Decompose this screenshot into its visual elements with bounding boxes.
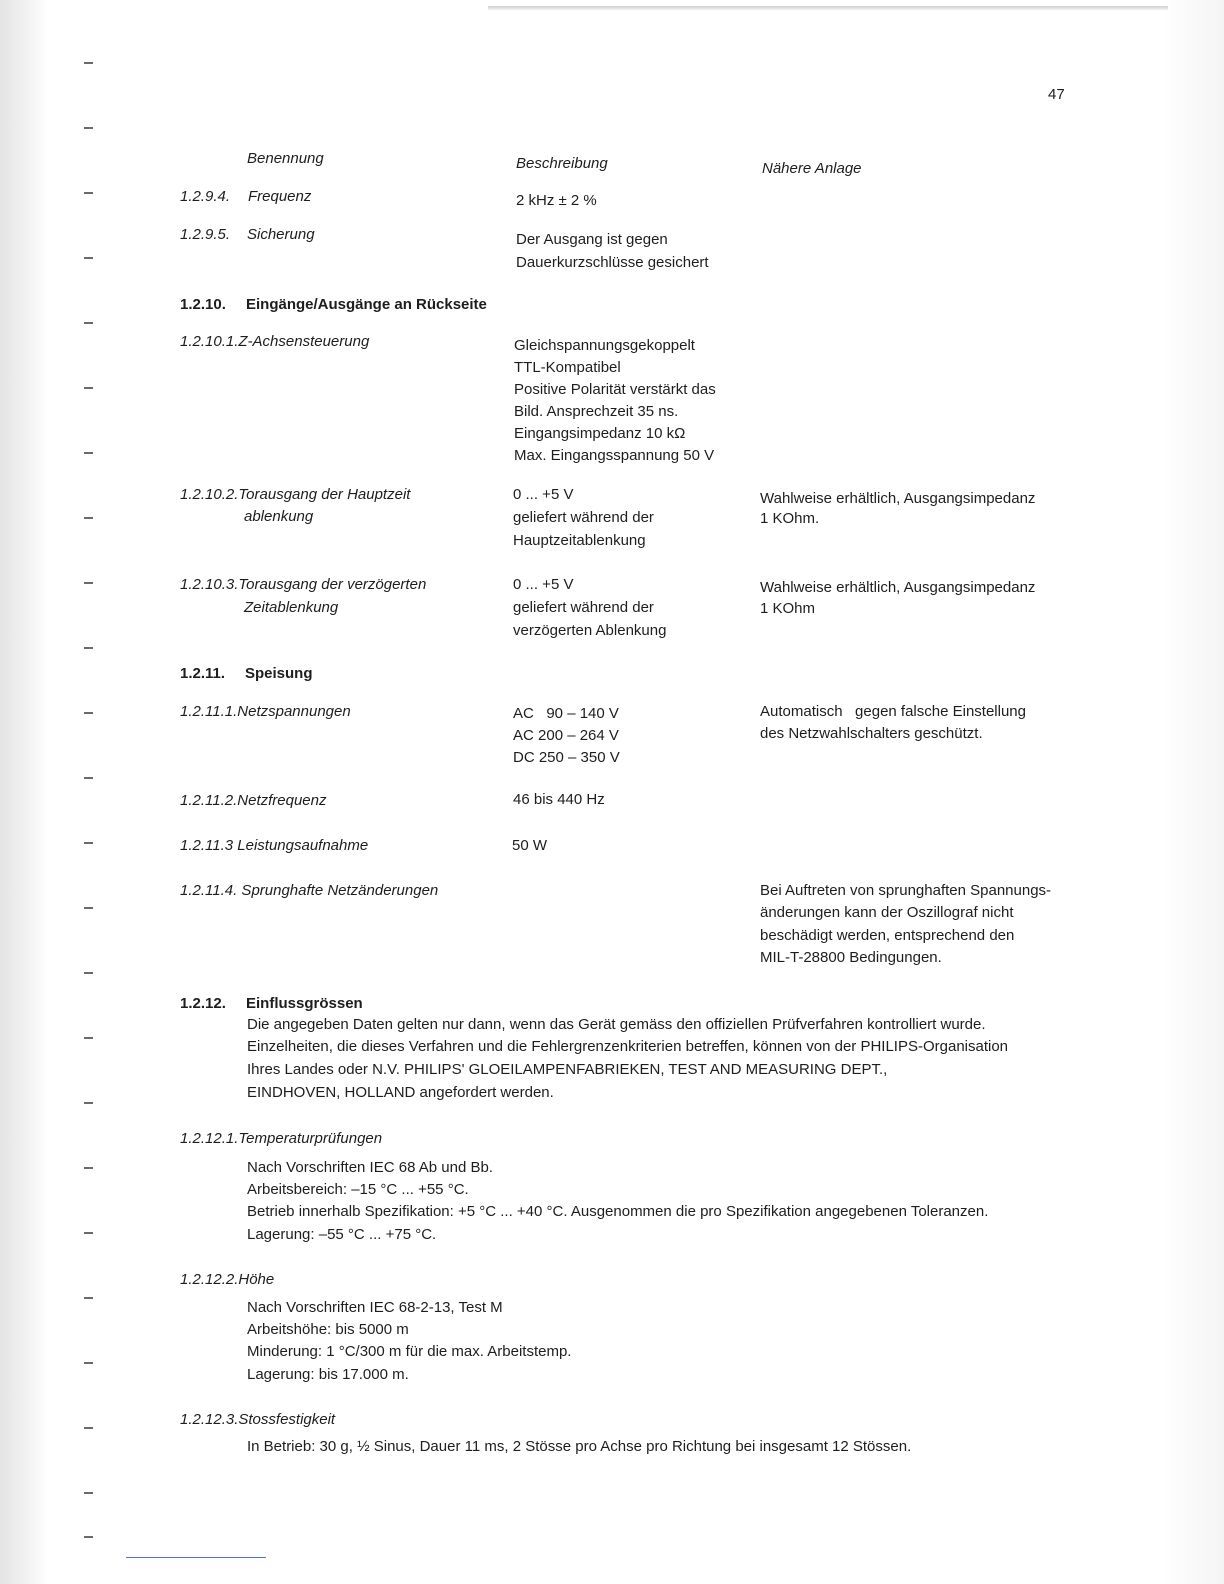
item-label: 1.2.11.4. Sprunghafte Netzänderungen <box>180 882 439 899</box>
item-description: 50 W <box>512 837 548 854</box>
binding-hole-mark <box>84 1167 93 1169</box>
paragraph-line: Lagerung: –55 °C ... +75 °C. <box>247 1226 437 1243</box>
binding-hole-mark <box>84 1037 93 1039</box>
binding-hole-mark <box>84 1492 93 1494</box>
item-note-line: 1 KOhm. <box>760 510 820 527</box>
binding-hole-mark <box>84 387 93 389</box>
paragraph-line: Arbeitshöhe: bis 5000 m <box>247 1321 409 1338</box>
section-number: 1.2.9.4. <box>180 188 231 205</box>
binding-hole-mark <box>84 1102 93 1104</box>
item-description-line: AC 200 – 264 V <box>513 727 619 744</box>
column-header-benennung: Benennung <box>247 150 324 167</box>
binding-hole-mark <box>84 777 93 779</box>
paragraph-line: In Betrieb: 30 g, ½ Sinus, Dauer 11 ms, 2 Stösse pro Achse pro Richtung bei insgesamt 12 Stössen. <box>247 1438 912 1455</box>
binding-hole-mark <box>84 842 93 844</box>
paragraph-line: EINDHOVEN, HOLLAND angefordert werden. <box>247 1084 554 1101</box>
item-label: 1.2.12.1.Temperaturprüfungen <box>180 1130 383 1147</box>
item-description-line: verzögerten Ablenkung <box>513 622 667 639</box>
paragraph-line: Lagerung: bis 17.000 m. <box>247 1366 409 1383</box>
item-label: ablenkung <box>244 508 314 525</box>
binding-hole-mark <box>84 257 93 259</box>
item-description-line: geliefert während der <box>513 599 654 616</box>
section-number: 1.2.11. <box>180 665 226 682</box>
item-description-line: 0 ... +5 V <box>513 576 574 593</box>
binding-hole-mark <box>84 322 93 324</box>
paragraph-line: Einzelheiten, die dieses Verfahren und die Fehlergrenzenkriterien betreffen, können von der PHILIPS-Organisation <box>247 1038 1009 1055</box>
item-description: 46 bis 440 Hz <box>513 791 605 808</box>
item-note-line: des Netzwahlschalters geschützt. <box>760 725 983 742</box>
item-description-line: Dauerkurzschlüsse gesichert <box>516 254 709 271</box>
binding-hole-mark <box>84 1362 93 1364</box>
item-description-line: Bild. Ansprechzeit 35 ns. <box>514 403 679 420</box>
item-label: 1.2.10.2.Torausgang der Hauptzeit <box>180 486 411 503</box>
item-description-line: DC 250 – 350 V <box>513 749 620 766</box>
binding-hole-mark <box>84 1427 93 1429</box>
section-title: Speisung <box>245 665 313 682</box>
item-description: 2 kHz ± 2 % <box>516 192 597 209</box>
item-description-line: Gleichspannungsgekoppelt <box>514 337 695 354</box>
item-note-line: MIL-T-28800 Bedingungen. <box>760 949 942 966</box>
paragraph-line: Ihres Landes oder N.V. PHILIPS' GLOEILAMPENFABRIEKEN, TEST AND MEASURING DEPT., <box>247 1061 888 1078</box>
item-label: 1.2.10.3.Torausgang der verzögerten <box>180 576 427 593</box>
column-header-naehere-anlage: Nähere Anlage <box>762 160 862 177</box>
binding-hole-mark <box>84 712 93 714</box>
item-label: 1.2.12.2.Höhe <box>180 1271 275 1288</box>
binding-hole-mark <box>84 192 93 194</box>
binding-hole-mark <box>84 62 93 64</box>
paragraph-line: Nach Vorschriften IEC 68 Ab und Bb. <box>247 1159 493 1176</box>
paragraph-line: Betrieb innerhalb Spezifikation: +5 °C ... +40 °C. Ausgenommen die pro Spezifikation angegebenen Toleranzen. <box>247 1203 989 1220</box>
item-note-line: Bei Auftreten von sprunghaften Spannungs- <box>760 882 1052 899</box>
section-number: 1.2.9.5. <box>180 226 231 243</box>
section-title: Einflussgrössen <box>246 995 363 1012</box>
paragraph-line: Minderung: 1 °C/300 m für die max. Arbeitstemp. <box>247 1343 572 1360</box>
column-header-beschreibung: Beschreibung <box>516 155 608 172</box>
binding-hole-mark <box>84 517 93 519</box>
paragraph-line: Nach Vorschriften IEC 68-2-13, Test M <box>247 1299 503 1316</box>
item-name: Frequenz <box>248 188 312 205</box>
paragraph-line: Die angegeben Daten gelten nur dann, wenn das Gerät gemäss den offiziellen Prüfverfahren kontrolliert wurde. <box>247 1016 986 1033</box>
binding-hole-mark <box>84 582 93 584</box>
section-title: Eingänge/Ausgänge an Rückseite <box>246 296 487 313</box>
item-label: 1.2.11.1.Netzspannungen <box>180 703 351 720</box>
footer-link-line <box>126 1557 266 1558</box>
binding-hole-mark <box>84 1232 93 1234</box>
item-note-line: beschädigt werden, entsprechend den <box>760 927 1015 944</box>
item-description-line: Der Ausgang ist gegen <box>516 231 668 248</box>
binding-edge <box>0 0 48 1584</box>
item-description-line: 0 ... +5 V <box>513 486 574 503</box>
item-description-line: TTL-Kompatibel <box>514 359 621 376</box>
binding-hole-mark <box>84 907 93 909</box>
paragraph-line: Arbeitsbereich: –15 °C ... +55 °C. <box>247 1181 469 1198</box>
item-description-line: Eingangsimpedanz 10 kΩ <box>514 425 686 442</box>
scan-top-rule <box>488 6 1168 10</box>
binding-hole-mark <box>84 647 93 649</box>
item-label: 1.2.11.2.Netzfrequenz <box>180 792 327 809</box>
item-label: 1.2.11.3 Leistungsaufnahme <box>180 837 369 854</box>
item-note-line: Wahlweise erhältlich, Ausgangsimpedanz <box>760 490 1036 507</box>
item-label: Zeitablenkung <box>244 599 339 616</box>
item-description-line: geliefert während der <box>513 509 654 526</box>
item-description-line: Hauptzeitablenkung <box>513 532 646 549</box>
binding-hole-mark <box>84 1536 93 1538</box>
section-number: 1.2.12. <box>180 995 226 1012</box>
binding-hole-mark <box>84 127 93 129</box>
binding-hole-mark <box>84 972 93 974</box>
item-label: 1.2.12.3.Stossfestigkeit <box>180 1411 336 1428</box>
item-label: 1.2.10.1.Z-Achsensteuerung <box>180 333 370 350</box>
item-name: Sicherung <box>247 226 315 243</box>
item-note-line: Automatisch gegen falsche Einstellung <box>760 703 1026 720</box>
binding-hole-mark <box>84 1297 93 1299</box>
item-note-line: 1 KOhm <box>760 600 816 617</box>
item-note-line: änderungen kann der Oszillograf nicht <box>760 904 1014 921</box>
page-number: 47 <box>1048 86 1065 103</box>
item-description-line: Positive Polarität verstärkt das <box>514 381 716 398</box>
binding-hole-mark <box>84 452 93 454</box>
item-description-line: AC 90 – 140 V <box>513 705 619 722</box>
page-edge-shadow <box>1162 0 1224 1584</box>
item-note-line: Wahlweise erhältlich, Ausgangsimpedanz <box>760 579 1036 596</box>
section-number: 1.2.10. <box>180 296 226 313</box>
item-description-line: Max. Eingangsspannung 50 V <box>514 447 715 464</box>
